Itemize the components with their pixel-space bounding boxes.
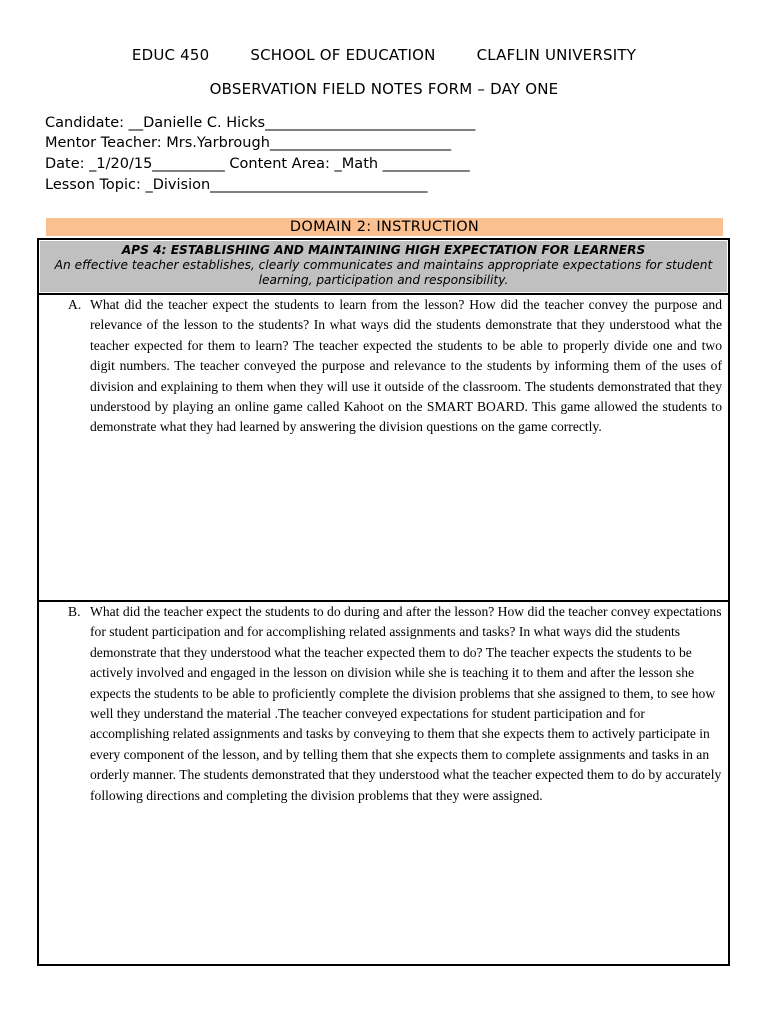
lesson-topic-field: Lesson Topic: _Division______________________________ <box>45 177 428 193</box>
question-a-marker: A. <box>68 297 82 312</box>
aps-description: An effective teacher establishes, clearly communicates and maintains appropriate expectations for student learning, participation and responsibility. <box>54 258 713 287</box>
aps-header <box>40 241 727 292</box>
form-title: OBSERVATION FIELD NOTES FORM – DAY ONE <box>209 80 559 98</box>
course-code: EDUC 450 <box>131 46 210 64</box>
question-b <box>69 602 722 806</box>
question-a-text: What did the teacher expect the students to learn from the lesson? How did the teacher convey the purpose and relevance of the lesson to the students? In what ways did the students demonstrate that they understood what the teacher expected for them to learn? The teacher expected the students to be able to properly divide one and two digit numbers. The teacher conveyed the purpose and relevance to the students by informing them of the uses of division and explaining to them when they will use it outside of the classroom. The students demonstrated that they understood by playing an online game called Kahoot on the SMART BOARD. This game allowed the students to demonstrate what they had learned by answering the division questions on the game correctly. <box>90 297 722 435</box>
observation-table <box>37 238 730 966</box>
domain-heading: DOMAIN 2: INSTRUCTION <box>46 218 723 236</box>
question-b-marker: B. <box>68 604 81 619</box>
candidate-field: Candidate: __Danielle C. Hicks_____________________________ <box>45 115 476 131</box>
aps-title: APS 4: ESTABLISHING AND MAINTAINING HIGH EXPECTATION FOR LEARNERS <box>121 243 646 257</box>
mentor-teacher-field: Mentor Teacher: Mrs.Yarbrough_________________________ <box>45 135 452 151</box>
header-line <box>0 46 768 64</box>
date-content-area-field: Date: _1/20/15__________ Content Area: _Math ____________ <box>45 156 470 172</box>
question-a <box>69 295 722 438</box>
question-b-text: What did the teacher expect the students to do during and after the lesson? How did the teacher convey expectations for student participation and for accomplishing related assignments and tasks? In what ways did the students demonstrate that they understood what the teacher expected them to do? The teacher expects the students to be actively involved and engaged in the lesson on division while she is teaching it to them and after the lesson she expects the students to be able to proficiently complete the division problems that she assigned to them, to see how well they understand the material .The teacher conveyed expectations for student participation and for accomplishing related assignments and tasks by conveying to them that she expects them to actively participate in every component of the lesson, and by telling them that she expects them to complete assignments and tasks in an orderly manner. The students demonstrated that they understood what the teacher expected them to do by accurately following directions and completing the division problems that they were assigned. <box>90 604 722 803</box>
university-name: CLAFLIN UNIVERSITY <box>476 46 637 64</box>
school-name: SCHOOL OF EDUCATION <box>250 46 436 64</box>
